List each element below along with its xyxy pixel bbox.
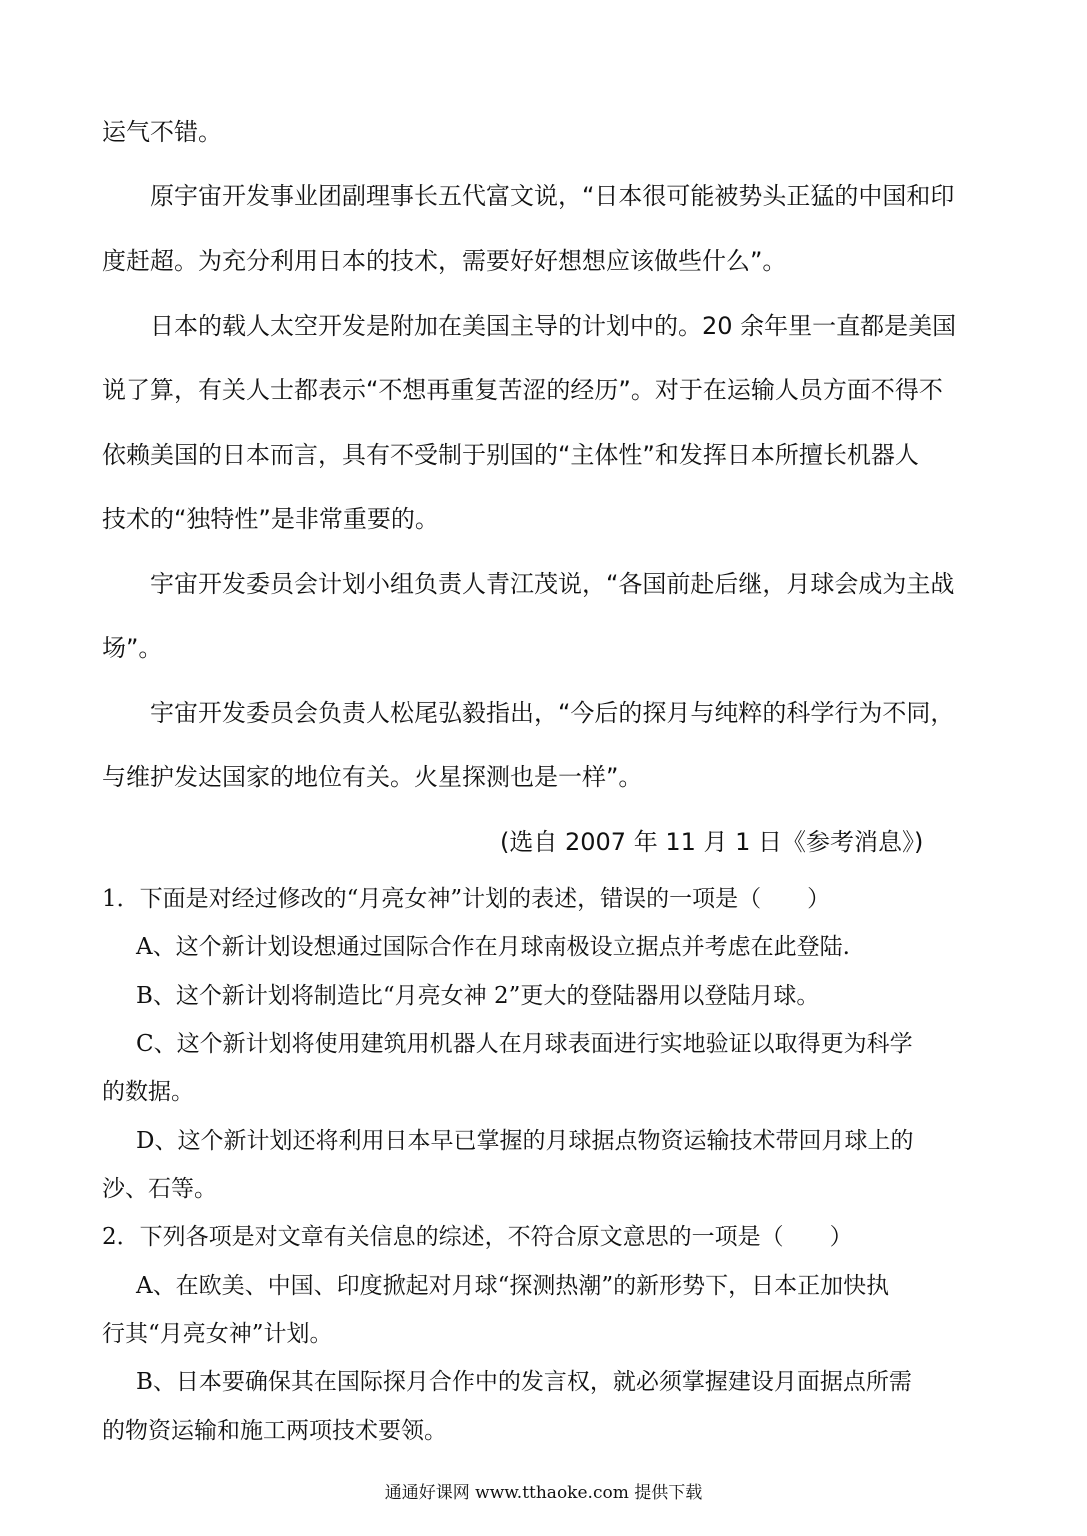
- article-line: 度赶超。为充分利用日本的技术，需要好好想想应该做些什么”。: [102, 247, 787, 275]
- answer-option-continued: 的数据。: [102, 1079, 194, 1105]
- answer-option: A、这个新计划设想通过国际合作在月球南极设立据点并考虑在此登陆.: [136, 934, 850, 960]
- article-line: 技术的“独特性”是非常重要的。: [102, 505, 439, 533]
- article-line: 运气不错。: [102, 118, 222, 146]
- answer-option-continued: 行其“月亮女神”计划。: [102, 1321, 333, 1347]
- answer-option: B、这个新计划将制造比“月亮女神 2”更大的登陆器用以登陆月球。: [136, 983, 820, 1009]
- answer-option-continued: 的物资运输和施工两项技术要领。: [102, 1418, 447, 1444]
- question-stem: 2．下列各项是对文章有关信息的综述，不符合原文意思的一项是（ ）: [102, 1224, 853, 1250]
- article-line: 场”。: [102, 634, 163, 662]
- answer-option: C、这个新计划将使用建筑用机器人在月球表面进行实地验证以取得更为科学: [136, 1031, 913, 1057]
- source-citation: (选自 2007 年 11 月 1 日《参考消息》): [500, 828, 924, 856]
- article-line: 宇宙开发委员会计划小组负责人青江茂说，“各国前赴后继，月球会成为主战: [150, 570, 955, 598]
- article-line: 宇宙开发委员会负责人松尾弘毅指出，“今后的探月与纯粹的科学行为不同，: [150, 699, 955, 727]
- answer-option: D、这个新计划还将利用日本早已掌握的月球据点物资运输技术带回月球上的: [136, 1128, 914, 1154]
- article-line: 日本的载人太空开发是附加在美国主导的计划中的。20 余年里一直都是美国: [150, 312, 957, 340]
- answer-option: A、在欧美、中国、印度掀起对月球“探测热潮”的新形势下，日本正加快执: [136, 1273, 890, 1299]
- answer-option: B、日本要确保其在国际探月合作中的发言权，就必须掌握建设月面据点所需: [136, 1369, 912, 1395]
- answer-option-continued: 沙、石等。: [102, 1176, 217, 1202]
- article-line: 说了算，有关人士都表示“不想再重复苦涩的经历”。对于在运输人员方面不得不: [102, 376, 943, 404]
- question-stem: 1．下面是对经过修改的“月亮女神”计划的表述，错误的一项是（ ）: [102, 886, 831, 912]
- page-footer: 通通好课网 www.tthaoke.com 提供下载: [384, 1483, 703, 1503]
- article-line: 原宇宙开发事业团副理事长五代富文说，“日本很可能被势头正猛的中国和印: [150, 182, 955, 210]
- article-line: 与维护发达国家的地位有关。火星探测也是一样”。: [102, 763, 643, 791]
- article-line: 依赖美国的日本而言，具有不受制于别国的“主体性”和发挥日本所擅长机器人: [102, 441, 919, 469]
